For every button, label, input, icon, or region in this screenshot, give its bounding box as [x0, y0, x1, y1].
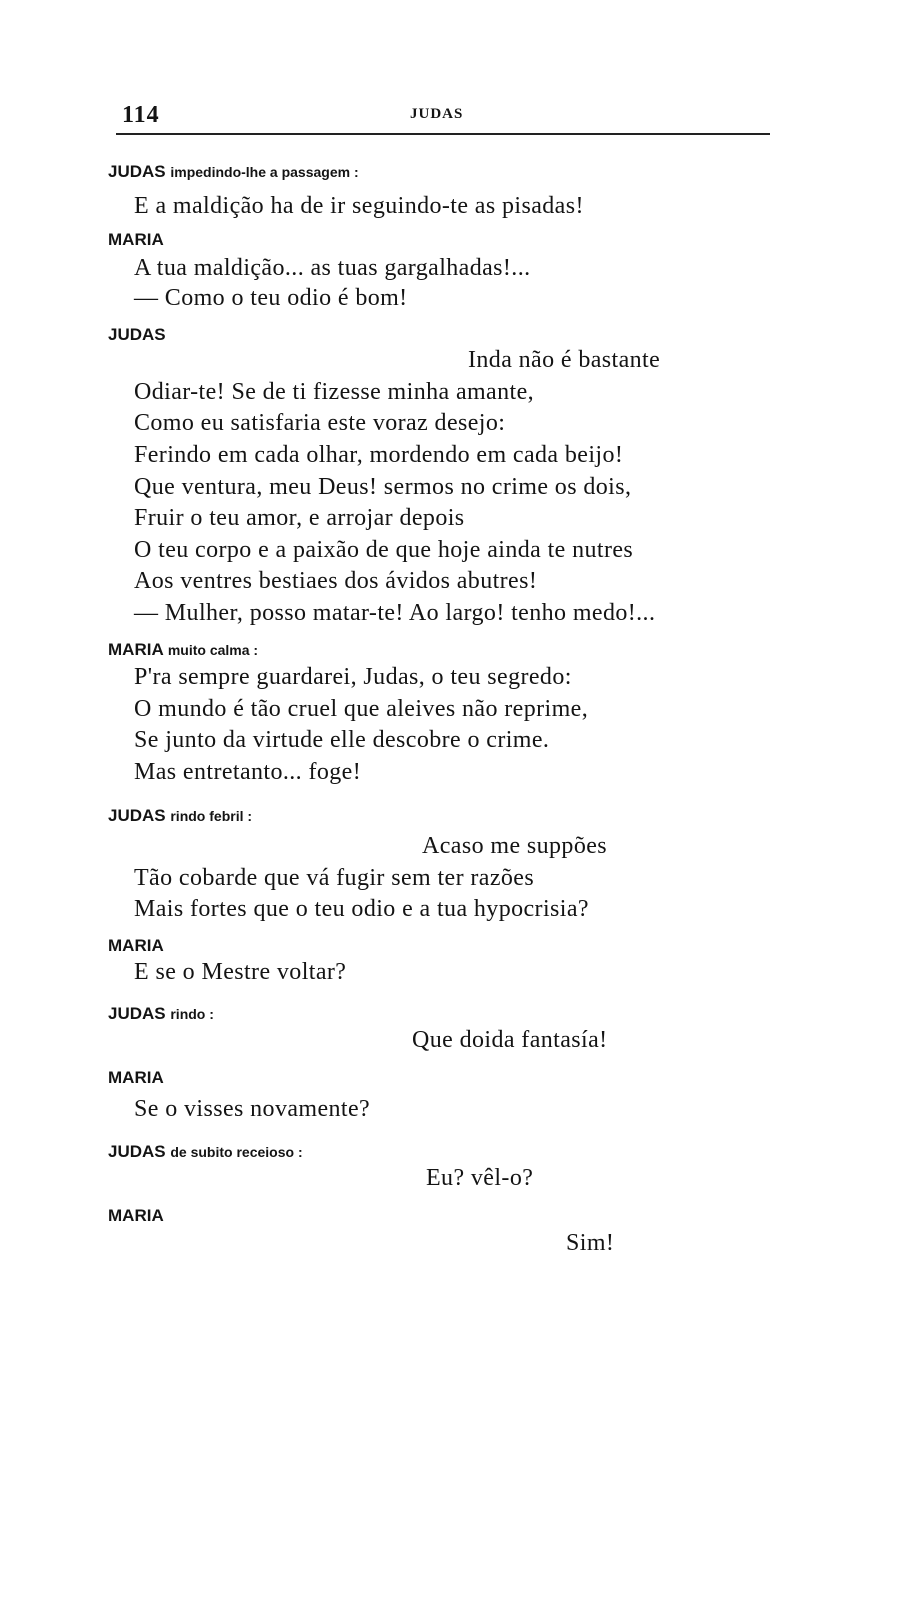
stage-direction: rindo febril :: [170, 808, 253, 824]
header-rule: [116, 133, 770, 135]
verse-line: Ferindo em cada olhar, mordendo em cada beijo!: [134, 442, 624, 468]
speaker-name: MARIA: [108, 936, 164, 955]
speaker-name: JUDAS: [108, 806, 166, 825]
speaker-cue: [108, 162, 359, 182]
speaker-name: JUDAS: [108, 1004, 166, 1023]
speaker-cue: [108, 1142, 303, 1162]
speaker-name: JUDAS: [108, 1142, 166, 1161]
verse-line: Tão cobarde que vá fugir sem ter razões: [134, 865, 535, 891]
verse-line: Se o visses novamente?: [134, 1096, 371, 1122]
running-title: JUDAS: [410, 106, 464, 122]
speaker-name: MARIA: [108, 1068, 164, 1087]
verse-line: E se o Mestre voltar?: [134, 959, 347, 985]
verse-line: Se junto da virtude elle descobre o crime.: [134, 727, 550, 753]
verse-line: Que ventura, meu Deus! sermos no crime os dois,: [134, 474, 632, 500]
stage-direction: impedindo-lhe a passagem :: [170, 164, 359, 180]
verse-line: — Mulher, posso matar-te! Ao largo! tenho medo!...: [134, 600, 656, 626]
speaker-name: MARIA: [108, 230, 164, 249]
verse-line: Fruir o teu amor, e arrojar depois: [134, 505, 465, 531]
speaker-name: JUDAS: [108, 325, 166, 344]
verse-line: P'ra sempre guardarei, Judas, o teu segredo:: [134, 664, 572, 690]
page-number: 114: [122, 102, 160, 128]
speaker-cue: [108, 230, 164, 250]
verse-line: O teu corpo e a paixão de que hoje ainda te nutres: [134, 537, 634, 563]
speaker-cue: [108, 640, 258, 660]
verse-line: O mundo é tão cruel que aleives não reprime,: [134, 696, 589, 722]
verse-line: A tua maldição... as tuas gargalhadas!...: [134, 255, 531, 281]
verse-line: Que doida fantasía!: [412, 1027, 608, 1053]
speaker-cue: [108, 325, 166, 345]
verse-line: Mas entretanto... foge!: [134, 759, 362, 785]
page-header: [120, 100, 770, 130]
verse-line: — Como o teu odio é bom!: [134, 285, 408, 311]
verse-line: Eu? vêl-o?: [426, 1165, 534, 1191]
stage-direction: muito calma :: [167, 642, 259, 658]
speaker-name: JUDAS: [108, 162, 166, 181]
verse-line: Odiar-te! Se de ti fizesse minha amante,: [134, 379, 535, 405]
verse-line: Acaso me suppões: [422, 833, 608, 859]
stage-direction: de subito receioso :: [170, 1144, 303, 1160]
verse-line: Mais fortes que o teu odio e a tua hypocrisia?: [134, 896, 589, 922]
speaker-cue: [108, 936, 164, 956]
speaker-name: MARIA: [108, 1206, 164, 1225]
verse-line: E a maldição ha de ir seguindo-te as pisadas!: [134, 193, 584, 219]
verse-line: Sim!: [566, 1230, 615, 1256]
verse-line: Aos ventres bestiaes dos ávidos abutres!: [134, 568, 538, 594]
speaker-name: MARIA: [108, 640, 164, 659]
stage-direction: rindo :: [170, 1006, 214, 1022]
speaker-cue: [108, 1004, 214, 1024]
speaker-cue: [108, 1206, 164, 1226]
speaker-cue: [108, 806, 252, 826]
verse-line: Como eu satisfaria este voraz desejo:: [134, 410, 506, 436]
speaker-cue: [108, 1068, 164, 1088]
verse-line: Inda não é bastante: [468, 347, 661, 373]
